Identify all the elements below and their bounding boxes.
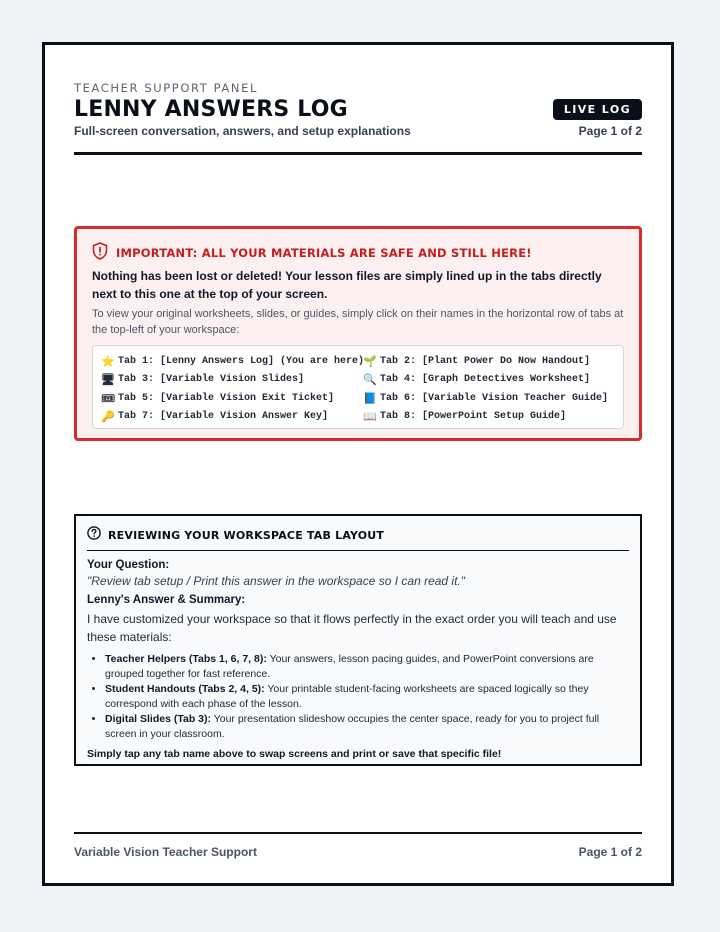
live-log-badge: LIVE LOG (553, 99, 642, 120)
tab-link-5[interactable] (101, 389, 363, 408)
review-box (74, 514, 642, 766)
bullet-heading: Student Handouts (Tabs 2, 4, 5): (105, 683, 265, 695)
ticket-icon: 🎟 (101, 391, 115, 405)
bullet-heading: Digital Slides (Tab 3): (105, 713, 211, 725)
seedling-icon: 🌱 (363, 354, 377, 368)
open-book-icon: 📖 (363, 410, 377, 424)
magnifier-icon: 🔍 (363, 373, 377, 387)
footer-label: Variable Vision Teacher Support (74, 845, 257, 859)
tab-link-7[interactable] (101, 408, 363, 427)
document-page (42, 42, 674, 886)
important-notice-box (74, 226, 642, 441)
tab-label: Tab 6: [Variable Vision Teacher Guide] (380, 392, 609, 404)
tap-note: Simply tap any tab name above to swap screens and print or save that specific file! (87, 748, 502, 760)
tab-link-6[interactable] (363, 389, 615, 408)
page-number-bottom: Page 1 of 2 (578, 845, 642, 859)
tab-label: Tab 3: [Variable Vision Slides] (118, 374, 305, 386)
tab-link-8[interactable] (363, 408, 615, 427)
footer-divider (74, 832, 642, 834)
tab-label: Tab 8: [PowerPoint Setup Guide] (380, 411, 567, 423)
question-label: Your Question: (87, 559, 170, 571)
list-item (105, 682, 629, 712)
tab-label: Tab 4: [Graph Detectives Worksheet] (380, 374, 591, 386)
tab-link-4[interactable] (363, 371, 615, 390)
list-item (105, 652, 629, 682)
bullet-heading: Teacher Helpers (Tabs 1, 6, 7, 8): (105, 653, 267, 665)
answer-text: I have customized your workspace so that it flows perfectly in the exact order you will teach and use these materials: (87, 612, 617, 644)
panel-eyebrow: TEACHER SUPPORT PANEL (74, 81, 258, 95)
question-circle-icon (87, 526, 101, 545)
important-title: IMPORTANT: ALL YOUR MATERIALS ARE SAFE AND STILL HERE! (116, 246, 532, 260)
bullet-text: Your presentation slideshow occupies the center space, ready for you to project full screen in your classroom. (105, 713, 600, 740)
tabs-list (92, 345, 624, 429)
page-title: LENNY ANSWERS LOG (74, 97, 348, 122)
header-divider (74, 152, 642, 155)
star-icon: ⭐ (101, 354, 115, 368)
tab-link-2[interactable] (363, 352, 615, 371)
tab-label: Tab 5: [Variable Vision Exit Ticket] (118, 392, 335, 404)
important-body-text: To view your original worksheets, slides, or guides, simply click on their names in the horizontal row of tabs at the top-left of your workspace: (92, 308, 624, 336)
question-text: "Review tab setup / Print this answer in the workspace so I can read it." (87, 574, 466, 588)
answer-bullets (87, 652, 629, 742)
tab-link-1[interactable] (101, 352, 363, 371)
bullet-text: Your printable student-facing worksheets are spaced logically so they correspond with each phase of the lesson. (105, 683, 589, 710)
shield-alert-icon (92, 242, 108, 265)
tab-label: Tab 2: [Plant Power Do Now Handout] (380, 355, 591, 367)
page-number-top: Page 1 of 2 (578, 124, 642, 138)
page-subtitle: Full-screen conversation, answers, and setup explanations (74, 124, 411, 138)
list-item (105, 712, 629, 742)
important-bold-text: Nothing has been lost or deleted! Your lesson files are simply lined up in the tabs directly next to this one at the top of your screen. (92, 269, 602, 301)
book-icon: 📘 (363, 391, 377, 405)
tab-link-3[interactable] (101, 371, 363, 390)
monitor-icon: 🖥 (101, 373, 115, 387)
tab-label: Tab 7: [Variable Vision Answer Key] (118, 411, 329, 423)
tab-label: Tab 1: [Lenny Answers Log] (You are here) (118, 355, 365, 367)
review-title: REVIEWING YOUR WORKSPACE TAB LAYOUT (108, 529, 385, 542)
bullet-text: Your answers, lesson pacing guides, and PowerPoint conversions are grouped together for fast reference. (105, 653, 594, 680)
answer-label: Lenny's Answer & Summary: (87, 594, 246, 606)
key-icon: 🔑 (101, 410, 115, 424)
